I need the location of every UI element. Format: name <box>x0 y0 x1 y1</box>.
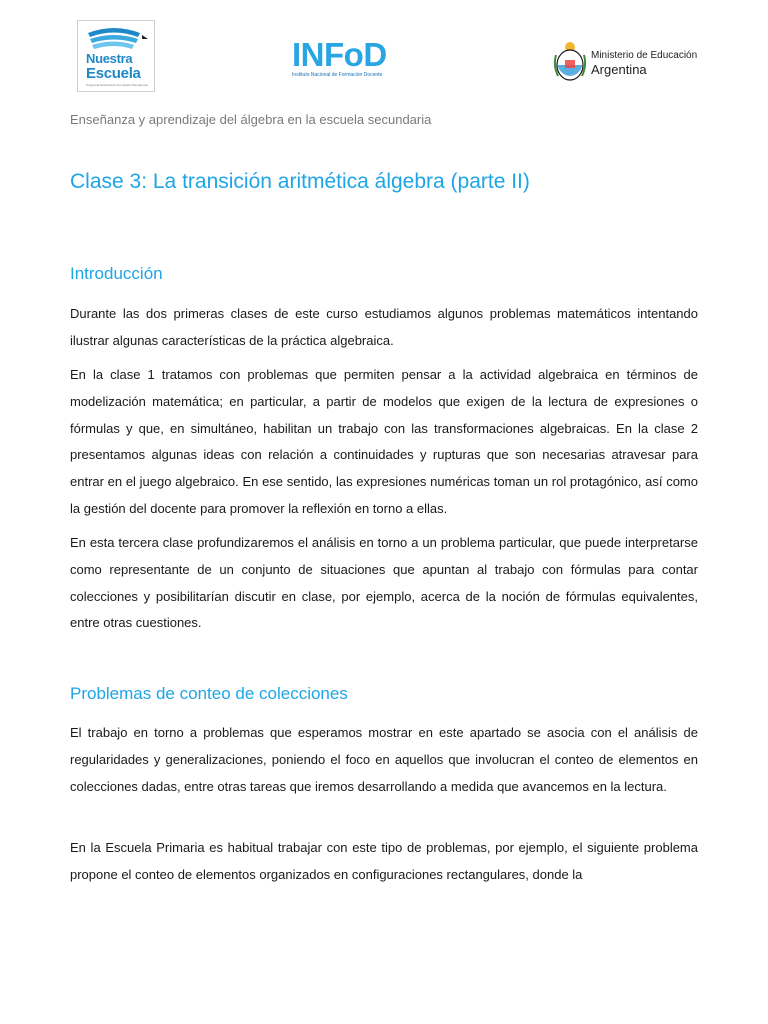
paragraph: El trabajo en torno a problemas que esperamos mostrar en este apartado se asocia con el análisis de regularidades y generalizaciones, poniendo el foco en aquellos que involucran el conteo de elementos en colecciones dadas, entre otras tareas que iremos desarrollando a medida que avancemos en la lectura. <box>70 725 698 794</box>
section-heading-problemas: Problemas de conteo de colecciones <box>70 684 348 703</box>
logo-nuestra-text: Nuestra <box>86 51 133 66</box>
logo-escuela-text: Escuela <box>86 65 141 82</box>
ministerio-line2: Argentina <box>591 62 647 77</box>
nuestra-escuela-logo <box>77 20 155 92</box>
paragraph: Durante las dos primeras clases de este curso estudiamos algunos problemas matemáticos intentando ilustrar algunas características de la práctica algebraica. <box>70 306 698 348</box>
infod-logo <box>292 38 387 78</box>
page-header <box>0 0 768 100</box>
page-title: Clase 3: La transición aritmética álgebra (parte II) <box>70 170 530 193</box>
paragraph: En la Escuela Primaria es habitual trabajar con este tipo de problemas, por ejemplo, el siguiente problema propone el conteo de elementos organizados en configuraciones rectangulares, donde la <box>70 840 698 882</box>
infod-wordmark: INFoD <box>292 36 387 73</box>
paragraph: En esta tercera clase profundizaremos el análisis en torno a un problema particular, que puede interpretarse como representante de un conjunto de situaciones que apuntan al trabajo con fórmulas para contar colecciones y posibilitarían discutir en clase, por ejemplo, acerca de la noción de fórmulas equivalentes, entre otras cuestiones. <box>70 535 698 631</box>
document-subtitle: Enseñanza y aprendizaje del álgebra en la escuela secundaria <box>70 112 432 127</box>
section-heading-introduccion: Introducción <box>70 264 163 283</box>
infod-subtext: Instituto Nacional de Formación Docente <box>292 72 383 78</box>
logo-nuestra-subtext: Programa Nacional de Formación Permanente <box>86 83 149 87</box>
nuestra-escuela-swoosh-icon <box>84 25 150 53</box>
ministerio-line1: Ministerio de Educación <box>591 50 698 61</box>
argentina-coat-of-arms-icon <box>553 40 587 82</box>
paragraph: En la clase 1 tratamos con problemas que permiten pensar a la actividad algebraica en términos de modelización matemática; en particular, a partir de modelos que exigen de la lectura de expresiones o fórmulas y que, en simultáneo, habilitan un trabajo con las transformaciones algebraicas. En la clase 2 presentamos algunas ideas con relación a continuidades y rupturas que son necesarias atravesar para entrar en el juego algebraico. En ese sentido, las expresiones numéricas toman un rol protagónico, así como la gestión del docente para promover la reflexión en torno a ellas. <box>70 367 698 516</box>
